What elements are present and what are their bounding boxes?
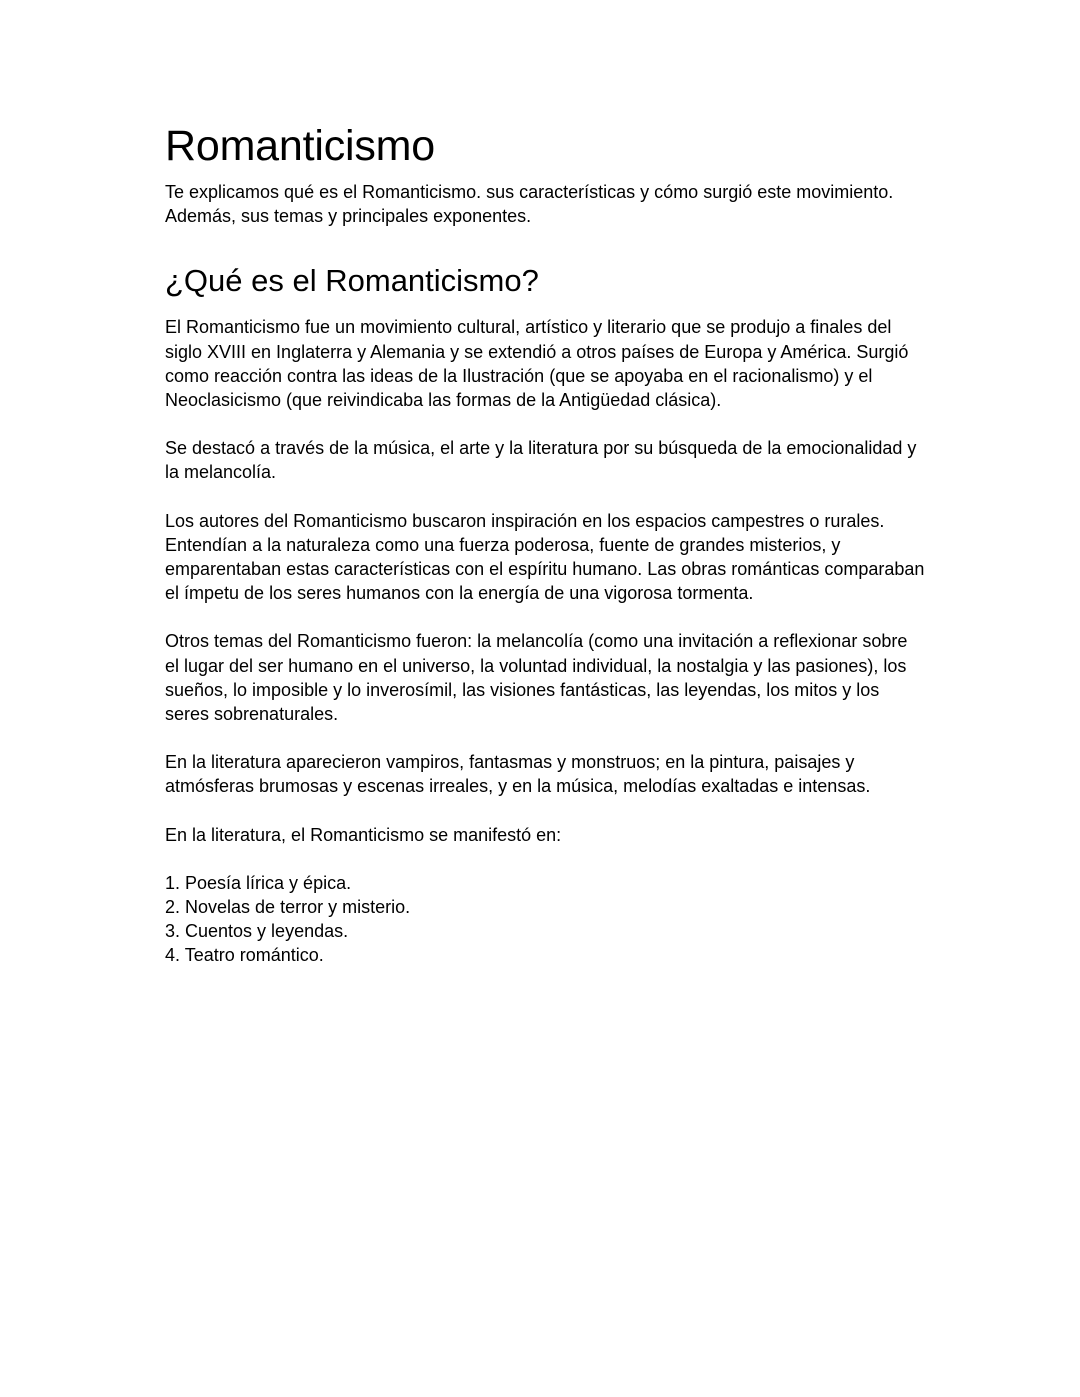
paragraph-arts: En la literatura aparecieron vampiros, fantasmas y monstruos; en la pintura, paisajes y atmósferas brumosas y escenas irreales, y en la música, melodías exaltadas e intensas. [165, 752, 871, 797]
paragraph-emotionality: Se destacó a través de la música, el arte y la literatura por su búsqueda de la emocionalidad y la melancolía. [165, 438, 917, 483]
list-item: 1. Poesía lírica y épica. [165, 872, 352, 893]
list-item: 4. Teatro romántico. [165, 945, 324, 966]
page-title: Romanticismo [165, 122, 436, 170]
paragraph-nature: Los autores del Romanticismo buscaron inspiración en los espacios campestres o rurales. Entendían a la naturaleza como una fuerza poderosa, fuente de grandes misterios, y emparentaban estas características con el espíritu humano. Las obras románticas comparaban el ímpetu de los seres humanos con la energía de una vigorosa tormenta. [165, 510, 925, 604]
list-item: 3. Cuentos y leyendas. [165, 921, 349, 942]
paragraph-themes: Otros temas del Romanticismo fueron: la melancolía (como una invitación a reflexionar sobre el lugar del ser humano en el universo, la voluntad individual, la nostalgia y las pasiones), los sueños, lo imposible y lo inverosímil, las visiones fantásticas, las leyendas, los mitos y los seres sobrenaturales. [165, 631, 908, 725]
section-heading: ¿Qué es el Romanticismo? [165, 263, 539, 299]
paragraph-literature-intro: En la literatura, el Romanticismo se manifestó en: [165, 824, 562, 845]
literature-genres-list [165, 871, 925, 968]
page-subtitle: Te explicamos qué es el Romanticismo. sus características y cómo surgió este movimiento. Además, sus temas y principales exponentes. [165, 182, 894, 227]
paragraph-definition: El Romanticismo fue un movimiento cultural, artístico y literario que se produjo a finales del siglo XVIII en Inglaterra y Alemania y se extendió a otros países de Europa y América. Surgió como reacción contra las ideas de la Ilustración (que se apoyaba en el racionalismo) y el Neoclasicismo (que reivindicaba las formas de la Antigüedad clásica). [165, 317, 909, 411]
document-page [165, 118, 925, 968]
list-item: 2. Novelas de terror y misterio. [165, 897, 411, 918]
